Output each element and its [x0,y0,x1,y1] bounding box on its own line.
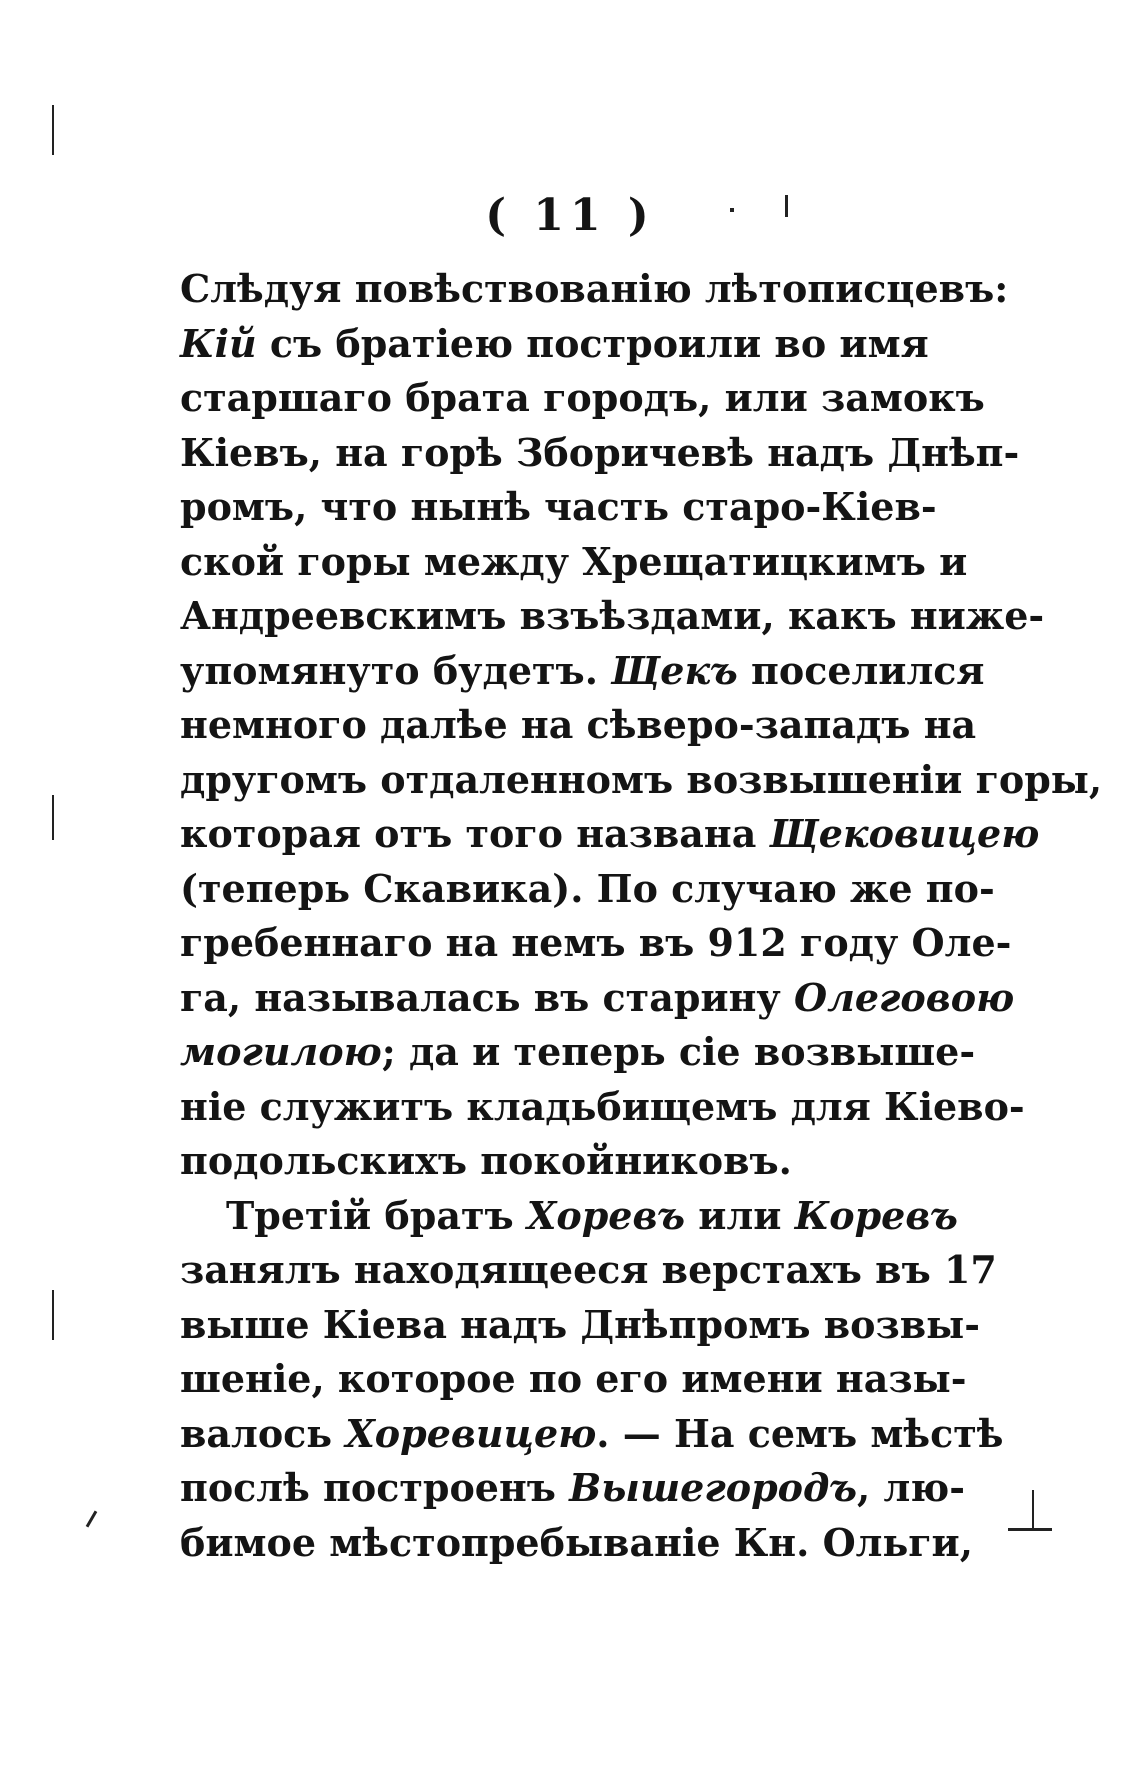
text-line [180,971,1015,1026]
text-segment: или [685,1192,795,1238]
italic-text: Хоревъ [526,1192,686,1238]
text-segment: бимое мѣстопребываніе Кн. Ольги, [180,1519,973,1565]
italic-text: могилою [180,1029,382,1074]
text-line [180,1025,976,1080]
text-line [180,1516,973,1571]
text-segment: упомянуто будетъ. [180,647,612,693]
text-line [180,1352,967,1407]
italic-text: Щековицею [769,811,1040,856]
text-line [180,589,1045,644]
scan-speck [730,208,734,212]
scan-edge-mark [1032,1490,1034,1530]
text-line [180,1298,981,1353]
text-line [180,535,968,590]
text-segment: валось [180,1410,346,1456]
text-segment: Кіевъ, на горѣ Зборичевѣ надъ Днѣп- [180,429,1020,475]
text-line [180,1243,997,1298]
italic-text: Коревъ [794,1192,958,1238]
text-segment: выше Кіева надъ Днѣпромъ возвы- [180,1301,981,1347]
text-segment: (теперь Скавика). По случаю же по- [180,865,995,911]
text-line [180,644,985,699]
text-line [180,862,995,917]
text-line [180,1407,1004,1462]
text-segment: ской горы между Хрещатицкимъ и [180,538,968,584]
text-segment: старшаго брата городъ, или замокъ [180,375,985,420]
text-segment: послѣ построенъ [180,1465,570,1510]
text-line [180,1080,1025,1135]
text-segment: которая отъ того названа [180,811,770,856]
text-segment: . — На семъ мѣстѣ [596,1410,1004,1456]
scan-speck [86,1510,98,1527]
text-line [180,1461,966,1516]
scan-edge-mark [52,795,54,840]
italic-text: Хоревицею [345,1410,597,1456]
scan-edge-mark [52,105,54,155]
text-segment: занялъ находящееся верстахъ въ 17 [180,1247,997,1292]
text-segment: ромъ, что нынѣ часть старо-Кіев- [180,484,937,529]
body-text [180,262,1103,1570]
text-segment: Третій братъ [226,1192,527,1238]
text-line [180,480,937,535]
text-segment: Андреевскимъ взъѣздами, какъ ниже- [180,593,1045,638]
text-line [180,1189,958,1244]
text-line [180,698,977,753]
text-line [180,807,1040,862]
text-segment: , лю- [857,1465,966,1510]
text-line [180,317,929,372]
text-line [180,262,1009,317]
text-line [180,426,1020,481]
text-segment: гребеннаго на немъ въ 912 году Оле- [180,920,1012,965]
italic-text: Кій [180,320,257,366]
text-segment: подольскихъ покойниковъ. [180,1138,792,1183]
text-segment: шеніе, которое по его имени назы- [180,1356,967,1401]
text-segment: другомъ отдаленномъ возвышеніи горы, [180,756,1103,802]
text-line [180,753,1103,808]
text-segment: съ братіею построили во имя [256,320,929,366]
text-segment: га, называлась въ старину [180,974,794,1020]
scan-edge-mark [52,1290,54,1340]
text-segment: Слѣдуя повѣствованію лѣтописцевъ: [180,266,1009,311]
scan-speck [785,195,788,217]
text-segment: немного далѣе на сѣверо-западъ на [180,702,977,747]
italic-text: Вышегородъ [569,1465,858,1510]
italic-text: Щекъ [611,647,738,693]
text-segment: ; да и теперь сіе возвыше- [381,1029,976,1074]
scan-edge-line [1008,1528,1052,1531]
text-segment: ніе служитъ кладьбищемъ для Кіево- [180,1083,1025,1129]
page-number: ( 11 ) [485,190,655,241]
text-line [180,916,1012,971]
text-line [180,1134,925,1189]
text-line [180,371,985,426]
italic-text: Олеговою [793,974,1015,1020]
text-segment: поселился [737,647,985,693]
